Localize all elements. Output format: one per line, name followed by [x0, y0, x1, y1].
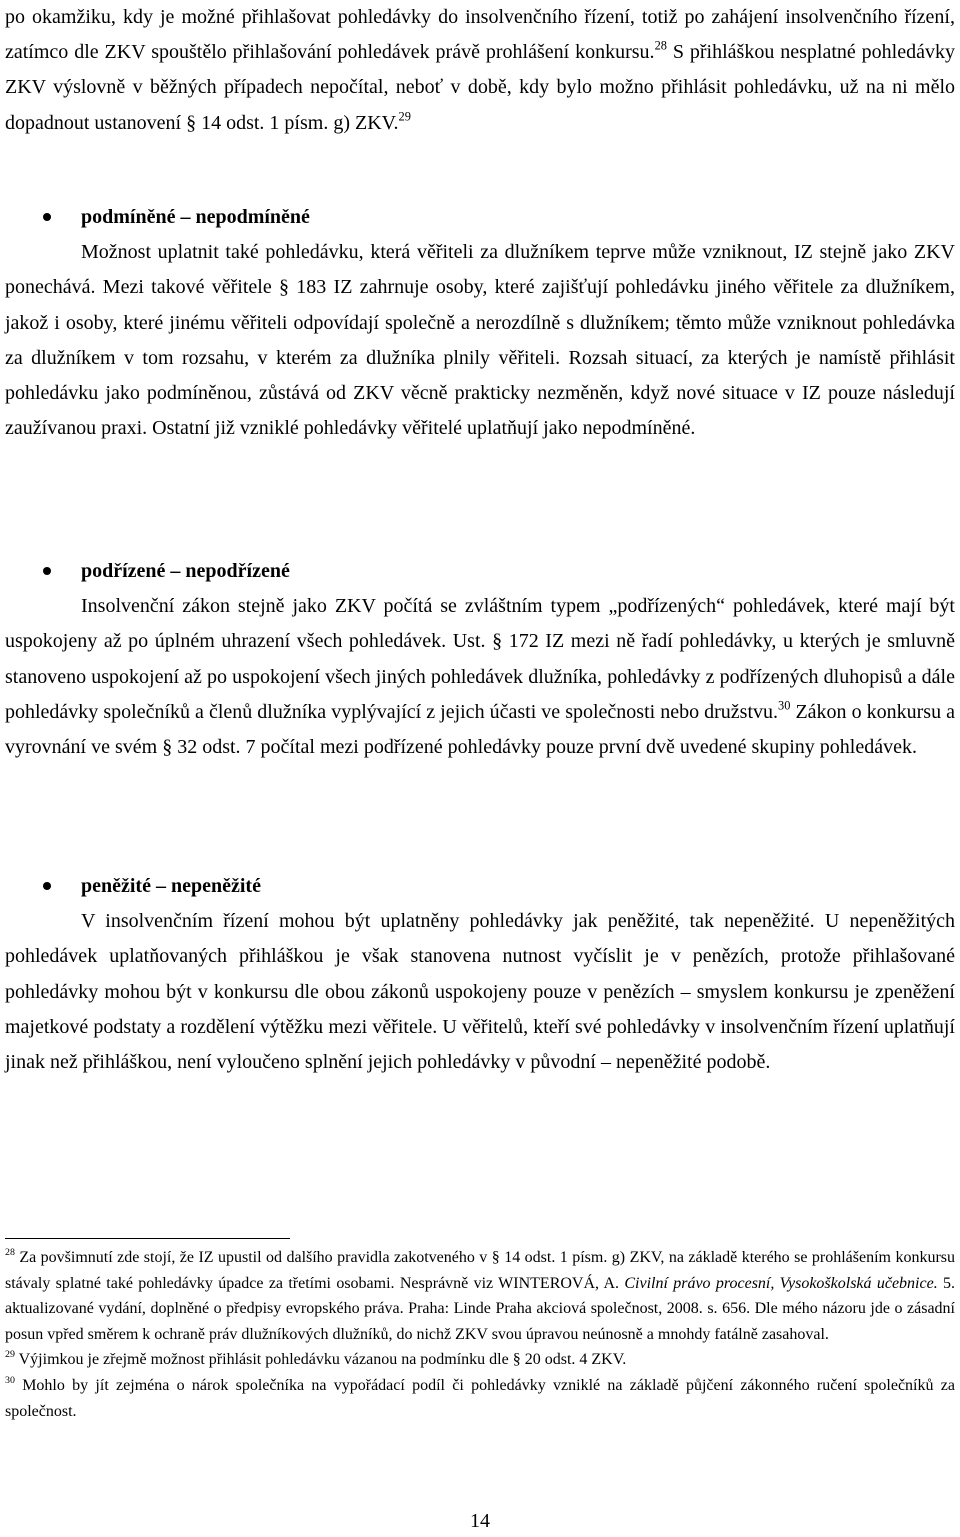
footnote-text: Mohlo by jít zejména o nárok společníka na vypořádací podíl či pohledávky vzniklé na základě půjčení zákonného ručení společníků za společnost.: [5, 1376, 955, 1420]
footnote-text: Za povšimnutí zde stojí, že IZ upustil od dalšího pravidla zakotveného v § 14 odst. 1 písm. g) ZKV, na základě kterého se prohlášením konkursu stávaly splatné také pohledávky úpadce za třetími osobami. Nesprávně viz WINTEROVÁ, A.: [5, 1249, 955, 1292]
footnote-text: 5. aktualizované vydání, doplněné o předpisy evropského práva. Praha: Linde Praha akciová společnost, 2008. s. 656. Dle mého názoru jde o zásadní posun vpřed směrem k ochraně práv dlužníkových dlužníků, do nichž ZKV svou úpravou neúnosně a mnohdy fatálně zasahoval.: [5, 1274, 956, 1343]
footnote-28: [5, 1245, 955, 1347]
section-heading-text: podmíněné – nepodmíněné: [81, 206, 310, 228]
footnote-citation-title: Civilní právo procesní, Vysokoškolská učebnice.: [624, 1274, 938, 1292]
footnote-number: 30: [5, 1375, 15, 1387]
section-conditional: [5, 200, 955, 446]
bullet-icon: [43, 882, 51, 890]
footnotes: [5, 1245, 955, 1424]
footnote-ref-28[interactable]: 28: [654, 38, 667, 53]
section-heading: [5, 200, 955, 235]
section-heading-text: peněžité – nepeněžité: [81, 875, 261, 897]
footnote-number: 29: [5, 1349, 15, 1361]
bullet-icon: [43, 213, 51, 221]
footnote-number: 28: [5, 1247, 15, 1259]
page-number: 14: [470, 1510, 490, 1532]
footnote-ref-29[interactable]: 29: [398, 108, 411, 123]
continued-paragraph: [5, 0, 955, 141]
section-heading: [5, 869, 955, 904]
section-subordinated: [5, 554, 955, 765]
paragraph-text: Insolvenční zákon stejně jako ZKV počítá se zvláštním typem „podřízených“ pohledávek, které mají být uspokojeny až po úplném uhrazení všech pohledávek. Ust. § 172 IZ mezi ně řadí pohledávky, u kterých je smluvně stanoveno uspokojení až po uspokojení všech jiných pohledávek dlužníka, pohledávky z podřízených dluhopisů a dále pohledávky společníků a členů dlužníka vyplývající z jejich účasti ve společnosti nebo družstvu.: [5, 595, 955, 723]
section-monetary: [5, 869, 955, 1080]
section-body: V insolvenčním řízení mohou být uplatněny pohledávky jak peněžité, tak nepeněžité. U nepeněžitých pohledávek uplatňovaných přihláškou je však stanovena nutnost vyčíslit je v penězích, protože přihlašované pohledávky mohou být v konkursu dle obou zákonů uspokojeny pouze v penězích – smyslem konkursu je zpeněžení majetkové podstaty a rozdělení výtěžku mezi věřitele. U věřitelů, kteří své pohledávky v insolvenčním řízení uplatňují jinak než přihláškou, není vyloučeno splnění jejich pohledávky v původní – nepeněžité podobě.: [5, 910, 955, 1073]
footnote-ref-30[interactable]: 30: [778, 698, 791, 713]
section-body: Možnost uplatnit také pohledávku, která věřiteli za dlužníkem teprve může vzniknout, IZ stejně jako ZKV ponechává. Mezi takové věřitele § 183 IZ zahrnuje osoby, které zajišťují pohledávku jiného věřitele za dlužníkem, jakož i osoby, které jinému věřiteli odpovídají společně a nerozdílně s dlužníkem; těmto může vzniknout pohledávka za dlužníkem v tom rozsahu, v kterém za dlužníka plnily věřiteli. Rozsah situací, za kterých je namístě přihlásit pohledávku jako podmíněnou, zůstává od ZKV věcně prakticky nezměněn, když nové situace v IZ pouze následují zaužívanou praxi. Ostatní již vzniklé pohledávky věřitelé uplatňují jako nepodmíněné.: [5, 241, 955, 440]
section-heading-text: podřízené – nepodřízené: [81, 560, 290, 582]
footnote-30: [5, 1373, 955, 1424]
paragraph-text: po okamžiku, kdy je možné přihlašovat pohledávky do insolvenčního řízení, totiž po zahájení insolvenčního řízení, zatímco dle ZKV spouštělo přihlašování pohledávek právě prohlášení konkursu.: [5, 6, 955, 64]
footnote-text: Výjimkou je zřejmě možnost přihlásit pohledávku vázanou na podmínku dle § 20 odst. 4 ZKV.: [14, 1351, 627, 1369]
section-heading: [5, 554, 955, 589]
paragraph-text: Zákon o konkursu a vyrovnání ve svém § 32 odst. 7 počítal mezi podřízené pohledávky pouze první dvě uvedené skupiny pohledávek.: [5, 700, 955, 758]
bullet-icon: [43, 567, 51, 575]
section-body: [5, 589, 955, 765]
footnote-divider: [5, 1238, 290, 1239]
footnote-29: [5, 1347, 955, 1373]
paragraph-text: S přihláškou nesplatné pohledávky ZKV výslovně v běžných případech nepočítal, neboť v době, kdy bylo možno přihlásit pohledávku, už na ni mělo dopadnout ustanovení § 14 odst. 1 písm. g) ZKV.: [5, 41, 955, 134]
